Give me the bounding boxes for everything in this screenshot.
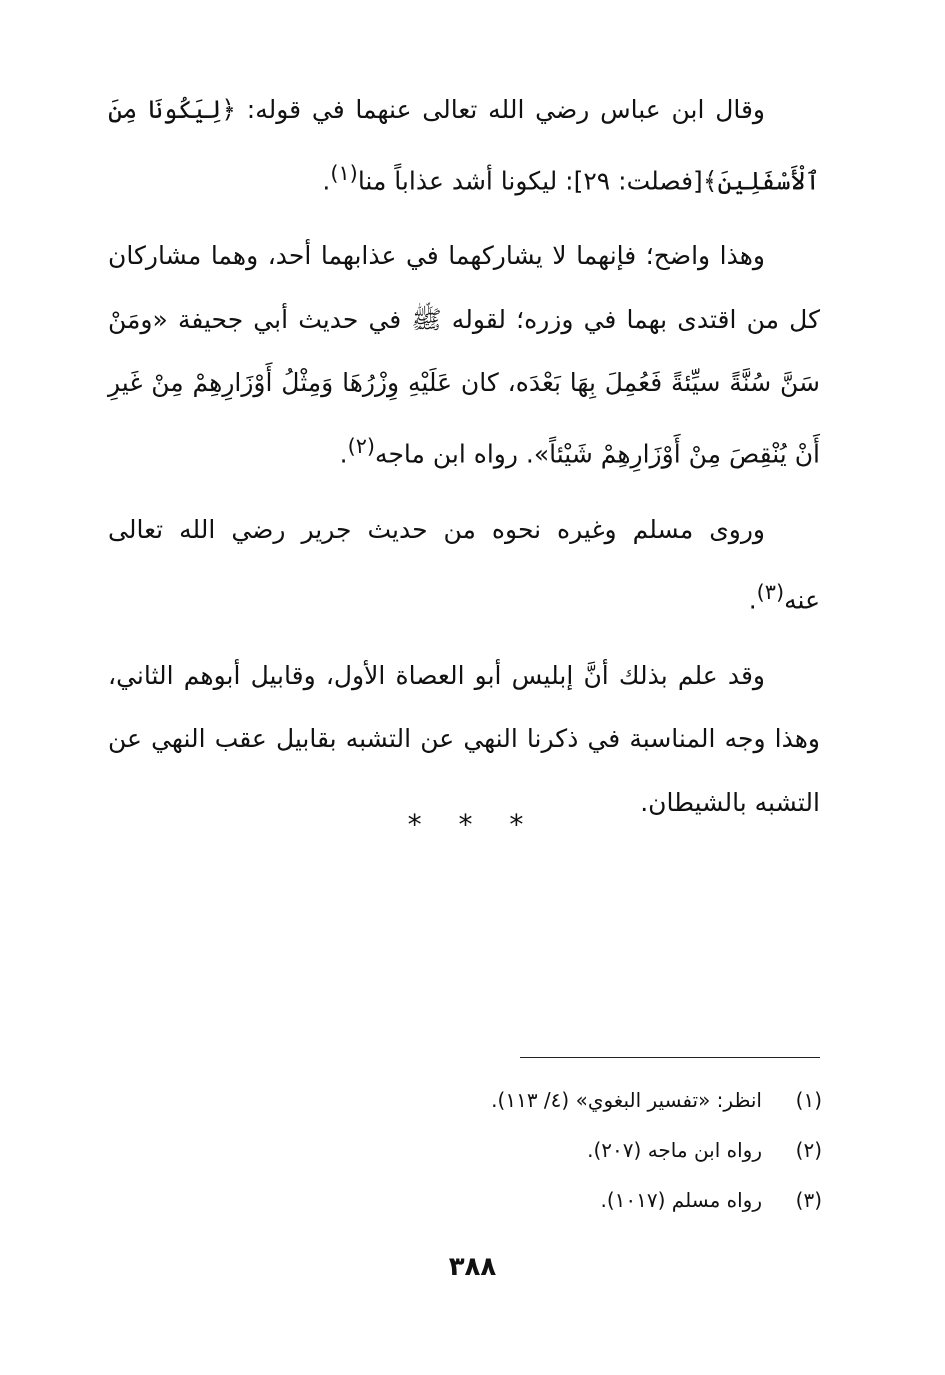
paragraph-3-text: وروى مسلم وغيره نحوه من حديث جرير رضي الله تعالى عنه <box>108 514 820 615</box>
quran-verse: ﴿لِيَكُونَا مِنَ ٱلْأَسْفَلِينَ﴾ <box>108 95 820 195</box>
paragraph-3-end: . <box>748 585 757 615</box>
footnote-ref-1[interactable]: (١) <box>330 160 358 185</box>
paragraph-1-text: وقال ابن عباس رضي الله تعالى عنهما في قوله: <box>235 95 766 124</box>
footnote-divider <box>520 1057 820 1058</box>
footnote-3-number: (٣) <box>795 1188 822 1212</box>
paragraph-1-end: . <box>322 165 331 195</box>
paragraph-4 <box>108 644 820 835</box>
footnote-1-text: انظر: «تفسير البغوي» (٤/ ١١٣). <box>491 1088 762 1112</box>
footnote-ref-3[interactable]: (٣) <box>756 580 785 605</box>
footnote-2 <box>300 1125 822 1175</box>
footnote-3 <box>300 1175 822 1225</box>
paragraph-1-citation: [فصلت: ٢٩]: ليكونا أشد عذاباً منا <box>357 165 703 195</box>
paragraph-2-text: وهذا واضح؛ فإنهما لا يشاركهما في عذابهما أحد، وهما مشاركان كل من اقتدى بهما في وزره؛ لقوله ﷺ في حديث أبي جحيفة «ومَنْ سَنَّ سُنَّةً سيِّئةً فَعُمِلَ بِهَا بَعْدَه، كان عَلَيْهِ وِزْرُهَا وَمِثْلُ أَوْزَارِهِمْ مِنْ غَيرِ أَنْ يُنْقِصَ مِنْ أَوْزَارِهِمْ شَيْئاً». رواه ابن ماجه <box>108 241 820 469</box>
footnote-1-number: (١) <box>795 1088 822 1112</box>
footnotes <box>300 1075 822 1225</box>
footnote-2-text: رواه ابن ماجه (٢٠٧). <box>587 1138 762 1162</box>
paragraph-3 <box>108 498 820 632</box>
paragraph-2-end: . <box>339 439 348 469</box>
footnote-3-text: رواه مسلم (١٠١٧). <box>600 1188 762 1212</box>
footnote-2-number: (٢) <box>795 1138 822 1162</box>
footnote-ref-2[interactable]: (٢) <box>347 433 376 458</box>
paragraph-4-text: وقد علم بذلك أنَّ إبليس أبو العصاة الأول، وقابيل أبوهم الثاني، وهذا وجه المناسبة في ذكرنا النهي عن التشبه بقابيل عقب النهي عن التشبه بالشيطان. <box>108 660 820 817</box>
footnote-1 <box>300 1075 822 1125</box>
paragraph-1 <box>108 78 820 212</box>
main-text <box>108 78 820 846</box>
page-number: ٣٨٨ <box>448 1252 497 1282</box>
section-separator: * * * <box>407 808 538 841</box>
paragraph-2 <box>108 224 820 485</box>
